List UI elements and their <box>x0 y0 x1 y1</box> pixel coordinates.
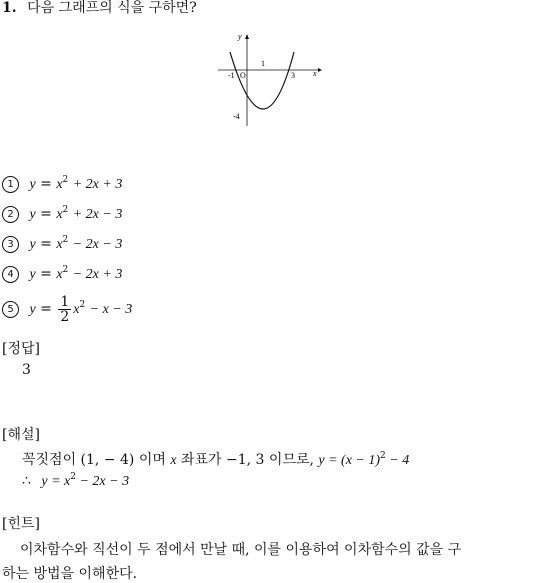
question-header <box>2 0 197 16</box>
hint-heading: [힌트] <box>2 516 40 532</box>
hint-line-2: 하는 방법을 이해한다. <box>2 566 138 582</box>
question-number: 1. <box>2 0 17 16</box>
answer-value: 3 <box>22 362 31 378</box>
x-axis-arrow <box>318 68 322 72</box>
parabola-graph <box>212 30 324 128</box>
option-5[interactable]: 5 y = $\frac{1}{2}$ $x^2 - x - 3$ <box>2 292 132 326</box>
option-marker: 5 <box>2 301 19 318</box>
vertex-x-label: 1 <box>261 59 265 68</box>
option-marker: 3 <box>2 236 19 253</box>
left-root-label: -1 <box>228 71 235 80</box>
explanation-line-2: ∴ $y = x^2 - 2x - 3$ <box>22 472 130 489</box>
option-3[interactable]: 3 $y = x^2 - 2x - 3$ <box>2 234 122 254</box>
x-axis-label: x <box>313 69 317 78</box>
option-marker: 4 <box>2 266 19 283</box>
right-root-label: 3 <box>291 71 295 80</box>
option-marker: 2 <box>2 206 19 223</box>
therefore-symbol: ∴ <box>22 473 31 489</box>
option-1[interactable]: 1 $y = x^2 + 2x + 3$ <box>2 174 122 194</box>
option-4[interactable]: 4 $y = x^2 - 2x + 3$ <box>2 264 122 284</box>
explanation-line-1: 꼭짓점이 (1, − 4) 이며 x 좌표가 −1, 3 이므로, $y = (x - 1)^2 - 4$ <box>22 451 410 468</box>
explanation-heading: [해설] <box>2 427 40 443</box>
option-marker: 1 <box>2 176 19 193</box>
option-2[interactable]: 2 $y = x^2 + 2x - 3$ <box>2 204 122 224</box>
y-intercept-label: -4 <box>233 112 240 121</box>
y-axis-label: y <box>238 32 242 41</box>
y-axis-arrow <box>245 34 249 39</box>
question-text: 다음 그래프의 식을 구하면? <box>27 0 197 16</box>
origin-label: O <box>240 71 246 80</box>
hint-line-1: 이차함수와 직선이 두 점에서 만날 때, 이를 이용하여 이차함수의 값을 구 <box>20 542 462 558</box>
fraction: $\frac{1}{2}$ <box>60 293 70 325</box>
answer-heading: [정답] <box>2 341 40 357</box>
